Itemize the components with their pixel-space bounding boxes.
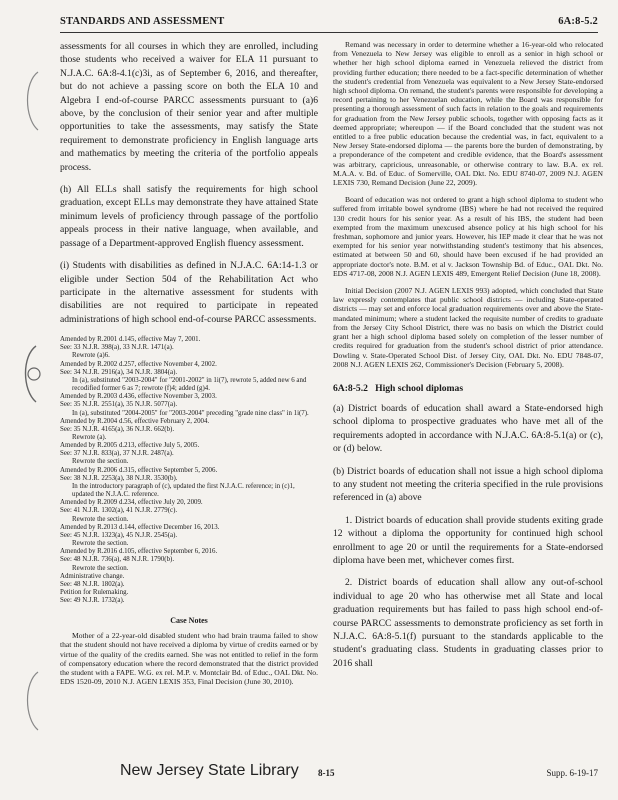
library-watermark: New Jersey State Library [120,762,299,779]
right-column [333,40,603,670]
amendment-note: Rewrote (a)6. [72,352,110,360]
amendment-note: Rewrote (a). [72,434,107,441]
amendment-entry: Amended by R.2005 d.213, effective July 5, 2005. [60,442,200,450]
amendment-note: Rewrote the section. [72,540,129,548]
amendment-entry: See: 48 N.J.R. 1802(a). [60,580,125,588]
page-footer [60,762,598,786]
paragraph-b1: 1. District boards of education shall provide students exiting grade 12 without a diploma the opportunity for continued high school enrollment to age 20 or until the requirements for a State-endorsed diploma have been met, whichever comes first. [333,514,603,566]
header-section-code: 6A:8-5.2 [558,16,598,27]
case-note: Initial Decision (2007 N.J. AGEN LEXIS 993) adopted, which concluded that State law expressly contemplates that public school districts — including State-operated districts — may set and enforce local graduation requirements over and above the State-mandated minimum; where a student lacked the requisite number of credits to graduate from the Jersey City School District, there was no basis on which the District could grant her a high school diploma based solely on completion of the lesser number of credits required for graduation from the student's school district of prior attendance. Dowling v. State-Operated School Dist. of Jersey City, OAL Dkt. No. EDU 7848-07, 2008 N.J. AGEN LEXIS 262, Commissioner's Decision (February 5, 2008). [333,286,603,369]
amendment-entry: Amended by R.2006 d.315, effective September 5, 2006. [60,466,218,474]
amendment-entry: Amended by R.2004 d.56, effective February 2, 2004. [60,417,210,425]
amendment-entry: Administrative change. [60,572,125,580]
binder-hole-top [18,68,44,138]
supplement-date: Supp. 6-19-17 [546,768,598,778]
amendment-entry: Amended by R.2001 d.145, effective May 7, 2001. [60,336,201,344]
amendment-entry: See: 34 N.J.R. 2916(a), 34 N.J.R. 3804(a). [60,368,178,376]
amendment-entry: See: 35 N.J.R. 4165(a), 36 N.J.R. 662(b). [60,425,175,433]
amendment-entry: Amended by R.2013 d.144, effective December 16, 2013. [60,523,220,531]
amendment-entry: Amended by R.2002 d.257, effective November 4, 2002. [60,360,217,368]
amendment-entry: See: 49 N.J.R. 1732(a). [60,597,125,605]
paragraph-a: (a) District boards of education shall award a State-endorsed high school diploma to prospective graduates who have met all of the requirements adopted in accordance with N.J.A.C. 6A:8-5.1(a) or (c), or (d) below. [333,402,603,455]
amendment-entry: Amended by R.2016 d.105, effective September 6, 2016. [60,548,218,556]
header-title: STANDARDS AND ASSESSMENT [60,16,225,27]
amendment-entry: Amended by R.2009 d.234, effective July 20, 2009. [60,499,203,507]
amendment-entry: Petition for Rulemaking. [60,588,129,596]
amendment-note: In (a), substituted "2003-2004" for "2001-2002" in 1i(7), rewrote 5, added new 6 and recodified former 6 as 7; rewrote (f)4; added (g)4. [72,376,307,393]
case-note: Remand was necessary in order to determine whether a 16-year-old who relocated from Venezuela to New Jersey was eligible to enroll as a senior in high school or whether her high school diploma earned in Venezuela relieved the district from providing further education; there needed to be a fact-specific determination of whether the student's credential from Venezuela was equivalent to a New Jersey State-endorsed high school diploma. On remand, the student's parents were responsible for developing a record pertaining to her Venezuelan education, while the Board was responsible for presenting a thorough assessment of such facts in relation to the goals and requirements for graduation from the New Jersey public schools, together with opposing facts as it deemed appropriate; whereupon — if the Board concluded that the student was not entitled to a free public education because the credential was, in fact, equivalent to a New Jersey State-endorsed diploma — the parents bore the burden of demonstrating, by a preponderance of the competent and credible evidence, that the Board's assessment was arbitrary, capricious, unreasonable, or otherwise contrary to law. B.A. ex rel. M.A.A. v. Bd. of Educ. of Somerville, OAL Dkt. No. EDU 8740-07, 2009 N.J. AGEN LEXIS 730, Remand Decision (June 22, 2009). [333,40,603,188]
case-notes-heading: Case Notes [170,616,208,626]
amendment-history [60,336,318,605]
paragraph-h: (h) All ELLs shall satisfy the requirements for high school graduation, except ELLs may demonstrate they have attained State minimum levels of proficiency through passage of the portfolio appeals process in their native language, when available, and passage of a Department-approved English fluency assessment. [60,184,318,249]
section-heading [333,383,603,394]
paragraph-b: (b) District boards of education shall not issue a high school diploma to any student not meeting the criteria specified in the rule provisions referenced in (a) above [333,465,603,504]
amendment-note: Rewrote the section. [72,564,129,572]
amendment-entry: See: 37 N.J.R. 833(a), 37 N.J.R. 2487(a). [60,450,174,458]
paragraph-g-continued: assessments for all courses in which they are enrolled, including those students who received a waiver for ELA 11 pursuant to N.J.A.C. 6A:8-4.1(c)3i, as of September 6, 2016, and thereafter, but do not achieve a passing score on both the ELA 10 and Algebra I end-of-course PARCC assessments pursuant to (a)6 above, by the conclusion of their senior year and after multiple opportunities to take the assessments, may satisfy the State requirement to demonstrate proficiency in English language arts and mathematics by meeting the criteria of the portfolio appeals process. [60,41,318,173]
section-title: High school diplomas [375,382,464,394]
paragraph-b2: 2. District boards of education shall allow any out-of-school individual to age 20 who has otherwise met all State and local graduation requirements but has failed to pass high school end-of-course PARCC assessments to demonstrate proficiency as set forth in N.J.A.C. 6A:8-5.1(f) pursuant to the standards applicable to the student's graduating class. Students in graduating classes prior to 2016 shall [333,577,603,669]
amendment-note: Rewrote the section. [72,458,129,466]
paragraph-i: (i) Students with disabilities as defined in N.J.A.C. 6A:14-1.3 or eligible under Section 504 of the Rehabilitation Act who participate in the alternative assessment for students with disabilities are not required to participate in repeated administrations of high school end-of-course PARCC assessments. [60,260,318,325]
left-column [60,40,318,687]
amendment-entry: See: 33 N.J.R. 398(a), 33 N.J.R. 1471(a). [60,344,174,352]
header-rule [60,32,598,33]
amendment-entry: See: 38 N.J.R. 2253(a), 38 N.J.R. 3530(b). [60,474,178,482]
amendment-entry: See: 45 N.J.R. 1323(a), 45 N.J.R. 2545(a). [60,531,178,539]
amendment-note: Rewrote the section. [72,515,129,523]
amendment-entry: See: 35 N.J.R. 2551(a), 35 N.J.R. 5077(a). [60,401,178,409]
amendment-entry: See: 48 N.J.R. 736(a), 48 N.J.R. 1790(b). [60,556,175,564]
case-note: Mother of a 22-year-old disabled student who had brain trauma failed to show that the student should not have received a diploma by virtue of credits earned or by virtue of the quality of the credits earned. She was not entitled to relief in the form of compensatory education where the record demonstrated that the district provided the student with a FAPE. W.G. ex rel. M.P. v. Montclair Bd. of Educ., OAL Dkt. No. EDS 1520-09, 2010 N.J. AGEN LEXIS 353, Final Decision (June 30, 2010). [60,631,318,687]
amendment-note: In (a), substituted "2004-2005" for "2003-2004" preceding "grade nine class" in 1i(7). [72,409,309,417]
section-number: 6A:8-5.2 [333,382,368,394]
binder-hole-middle [14,340,44,410]
binder-hole-bottom [18,668,44,738]
amendment-note: In the introductory paragraph of (c), updated the first N.J.A.C. reference; in (c)1, updated the N.J.A.C. reference. [72,482,295,499]
running-header [60,16,598,32]
amendment-entry: Amended by R.2003 d.436, effective November 3, 2003. [60,393,217,401]
case-note: Board of education was not ordered to grant a high school diploma to student who suffered from irritable bowel syndrome (IBS) where he had not received the required 130 credit hours for his senior year. As a result of his IBS, the student had been exempted from the maximum unexcused absence policy at his high school for his freshman, sophomore and junior years. However, his IEP made it clear that he was not exempted for his senior year notwithstanding student's testimony that his absences, estimated at between 50 and 60, should have been excused if he had provided an appropriate doctor's note. B.M. et al v. Jackson Township Bd. of Educ., OAL Dkt. No. EDS 4717-08, 2008 N.J. AGEN LEXIS 489, Emergent Relief Decision (June 18, 2008). [333,195,603,278]
amendment-entry: See: 41 N.J.R. 1302(a), 41 N.J.R. 2779(c). [60,507,178,515]
page-number: 8-15 [318,768,335,778]
